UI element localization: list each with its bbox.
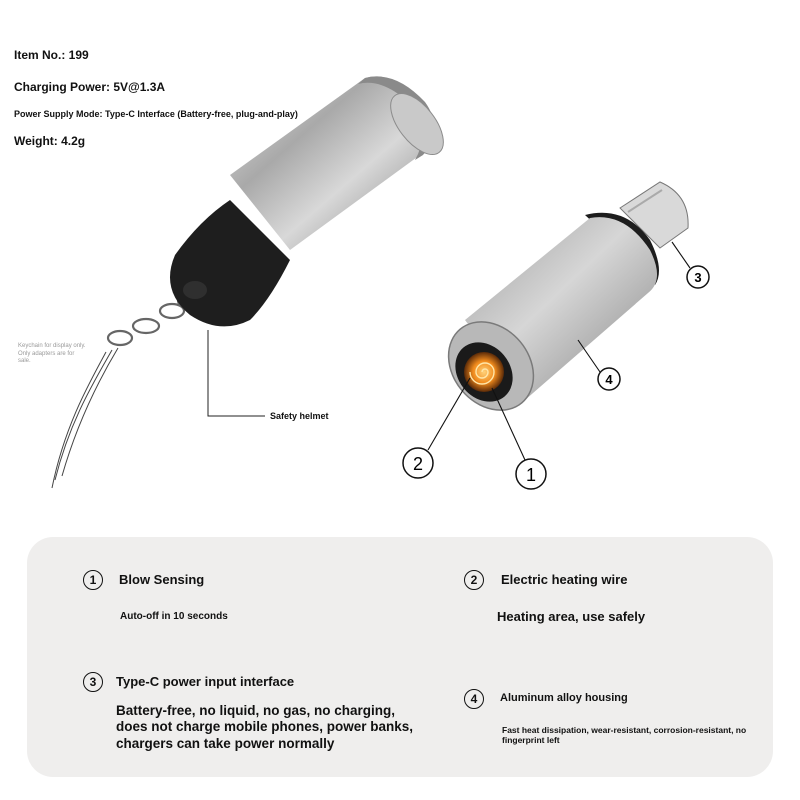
feature-3-title: Type-C power input interface [116,674,295,689]
keychain-strap [52,348,118,488]
svg-text:1: 1 [525,465,537,485]
feature-3-description: Battery-free, no liquid, no gas, no charging, does not charge mobile phones, power banks, chargers can take power normally [116,703,414,751]
spec-power-supply-mode: Power Supply Mode: Type-C Interface (Battery-free, plug-and-play) [14,109,298,119]
left-device-body [230,76,453,250]
spec-charging-power: Charging Power: 5V@1.3A [14,80,166,94]
marker-4 [598,368,620,390]
feature-4-badge: 4 [464,689,484,709]
aluminum-housing [431,217,657,427]
feature-4-description: Fast heat dissipation, wear-resistant, corrosion-resistant, no fingerprint left [502,725,747,746]
feature-1-description: Auto-off in 10 seconds [120,611,228,622]
spec-item-number: Item No.: 199 [14,48,89,62]
marker-3 [687,266,709,288]
heating-coil [464,352,504,392]
feature-2-badge: 2 [464,570,484,590]
safety-helmet-leader [208,330,265,416]
marker-4-leader [578,340,600,372]
svg-text:2: 2 [412,454,424,474]
spec-weight: Weight: 4.2g [14,134,86,148]
feature-2-title: Electric heating wire [501,572,628,587]
feature-1-badge: 1 [83,570,103,590]
feature-1-title: Blow Sensing [119,572,205,587]
feature-2-description: Heating area, use safely [497,609,646,624]
marker-1 [516,459,546,489]
feature-4-title: Aluminum alloy housing [500,692,628,704]
keychain-display-note: Keychain for display only. Only adapters are for sale. [18,343,86,364]
feature-3-badge: 3 [83,672,103,692]
marker-2 [403,448,433,478]
safety-helmet-label: Safety helmet [270,411,329,421]
marker-2-leader [428,378,470,450]
marker-3-leader [672,242,690,268]
svg-text:3: 3 [694,270,702,285]
svg-text:4: 4 [605,372,613,387]
